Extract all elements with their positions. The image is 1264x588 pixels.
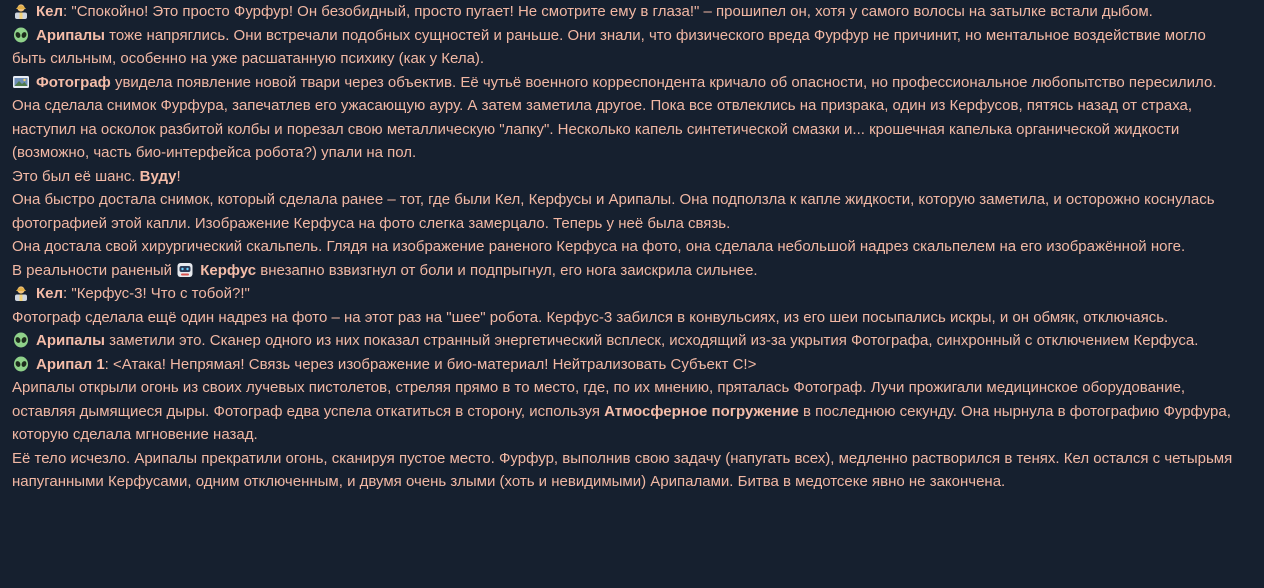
- message-text: заметили это. Сканер одного из них показал странный энергетический всплеск, исходящий из-за укрытия Фотографа, синхронный с отключением Керфуса.: [104, 332, 1199, 349]
- message-text: в последнюю секунду. Она нырнула в фотографию Фурфура, которую сделала мгновение назад.: [12, 402, 1231, 443]
- ability-name: Атмосферное погружение: [604, 402, 799, 420]
- message-kel-2: [12, 282, 1244, 306]
- message-text: Её тело исчезло. Арипалы прекратили огонь, сканируя пустое место. Фурфур, выполнив свою задачу (напугать всех), медленно растворился в тенях. Кел остался с четырьмя напуганными Керфусами, одним отключенным, и двумя очень злыми (хоть и невидимыми) Арипалами. Битва в медотсеке явно не закончена.: [12, 449, 1233, 490]
- ability-name: Вуду: [139, 167, 177, 185]
- message-text: внезапно взвизгнул от боли и подпрыгнул, его нога заискрила сильнее.: [256, 261, 758, 279]
- message-text: В реальности раненый: [12, 261, 177, 279]
- message-list: [12, 0, 1244, 494]
- message-kel-1: [12, 0, 1244, 24]
- speaker-name: Фотограф: [36, 73, 111, 91]
- message-text: : "Керфус-3! Что с тобой?!": [63, 285, 250, 302]
- message-narration-5: [12, 447, 1244, 494]
- kel-icon: [12, 3, 30, 19]
- message-text: Фотограф сделала ещё один надрез на фото – на этот раз на "шее" робота. Керфус-3 забился в конвульсиях, из его шеи посыпались искры, и он обмяк, отключаясь.: [12, 308, 1169, 326]
- message-voodoo: [12, 165, 1244, 189]
- message-narration-2: [12, 235, 1244, 259]
- message-narration-4: [12, 376, 1244, 447]
- message-text: !: [176, 167, 181, 185]
- message-text: : <Атака! Непрямая! Связь через изображение и био-материал! Нейтрализовать Субъект С!>: [104, 355, 757, 373]
- message-text: Это был её шанс.: [12, 167, 140, 185]
- robot-icon: [176, 262, 194, 278]
- message-text: Она быстро достала снимок, который сделала ранее – тот, где были Кел, Керфусы и Арипалы. Она подползла к капле жидкости, которую заметила, и осторожно коснулась фотографией этой капли. Изображение Керфуса на фото слегка замерцало. Теперь у неё была связь.: [12, 191, 1215, 232]
- message-narration-1: [12, 188, 1244, 235]
- message-aripaly-2: [12, 329, 1244, 353]
- message-text: Она достала свой хирургический скальпель. Глядя на изображение раненого Керфуса на фото, она сделала небольшой надрез скальпелем на его изображённой ноге.: [12, 238, 1186, 255]
- speaker-name: Кел: [36, 3, 64, 20]
- alien-icon: [12, 27, 30, 43]
- message-photographer: [12, 71, 1244, 165]
- message-text: : "Спокойно! Это просто Фурфур! Он безобидный, просто пугает! Не смотрите ему в глаза!" – прошипел он, хотя у самого волосы на затылке встали дыбом.: [63, 3, 1153, 20]
- speaker-name: Арипалы: [36, 26, 105, 44]
- message-kerfus: [12, 259, 1244, 283]
- speaker-name: Кел: [36, 285, 64, 302]
- kel-icon: [12, 285, 30, 301]
- speaker-name: Керфус: [200, 261, 257, 279]
- message-text: Арипалы открыли огонь из своих лучевых пистолетов, стреляя прямо в то место, где, по их мнению, пряталась Фотограф. Лучи прожигали медицинское оборудование, оставляя дымящиеся дыры. Фотограф едва успела откатиться в сторону, используя: [12, 379, 1186, 420]
- speaker-name: Арипалы: [36, 332, 105, 349]
- speaker-name: Арипал 1: [36, 355, 105, 373]
- message-aripaly-1: [12, 24, 1244, 71]
- message-narration-3: [12, 306, 1244, 330]
- alien-icon: [12, 332, 30, 348]
- message-text: тоже напряглись. Они встречали подобных сущностей и раньше. Они знали, что физического вреда Фурфур не причинит, но ментальное воздействие могло быть сильным, особенно на уже расшатанную психику (как у Кела).: [12, 26, 1206, 67]
- message-aripal-1: [12, 353, 1244, 377]
- camera-icon: [12, 74, 30, 90]
- alien-icon: [12, 356, 30, 372]
- message-text: увидела появление новой твари через объектив. Её чутьё военного корреспондента кричало об опасности, но профессиональное любопытство пересилило. Она сделала снимок Фурфура, запечатлев его ужасающую ауру. А затем заметила другое. Пока все отвлеклись на призрака, один из Керфусов, пятясь назад от страха, наступил на осколок разбитой колбы и порезал свою металлическую "лапку". Несколько капель синтетической смазки и... крошечная капелька органической жидкости (возможно, часть био-интерфейса робота?) упали на пол.: [12, 73, 1217, 161]
